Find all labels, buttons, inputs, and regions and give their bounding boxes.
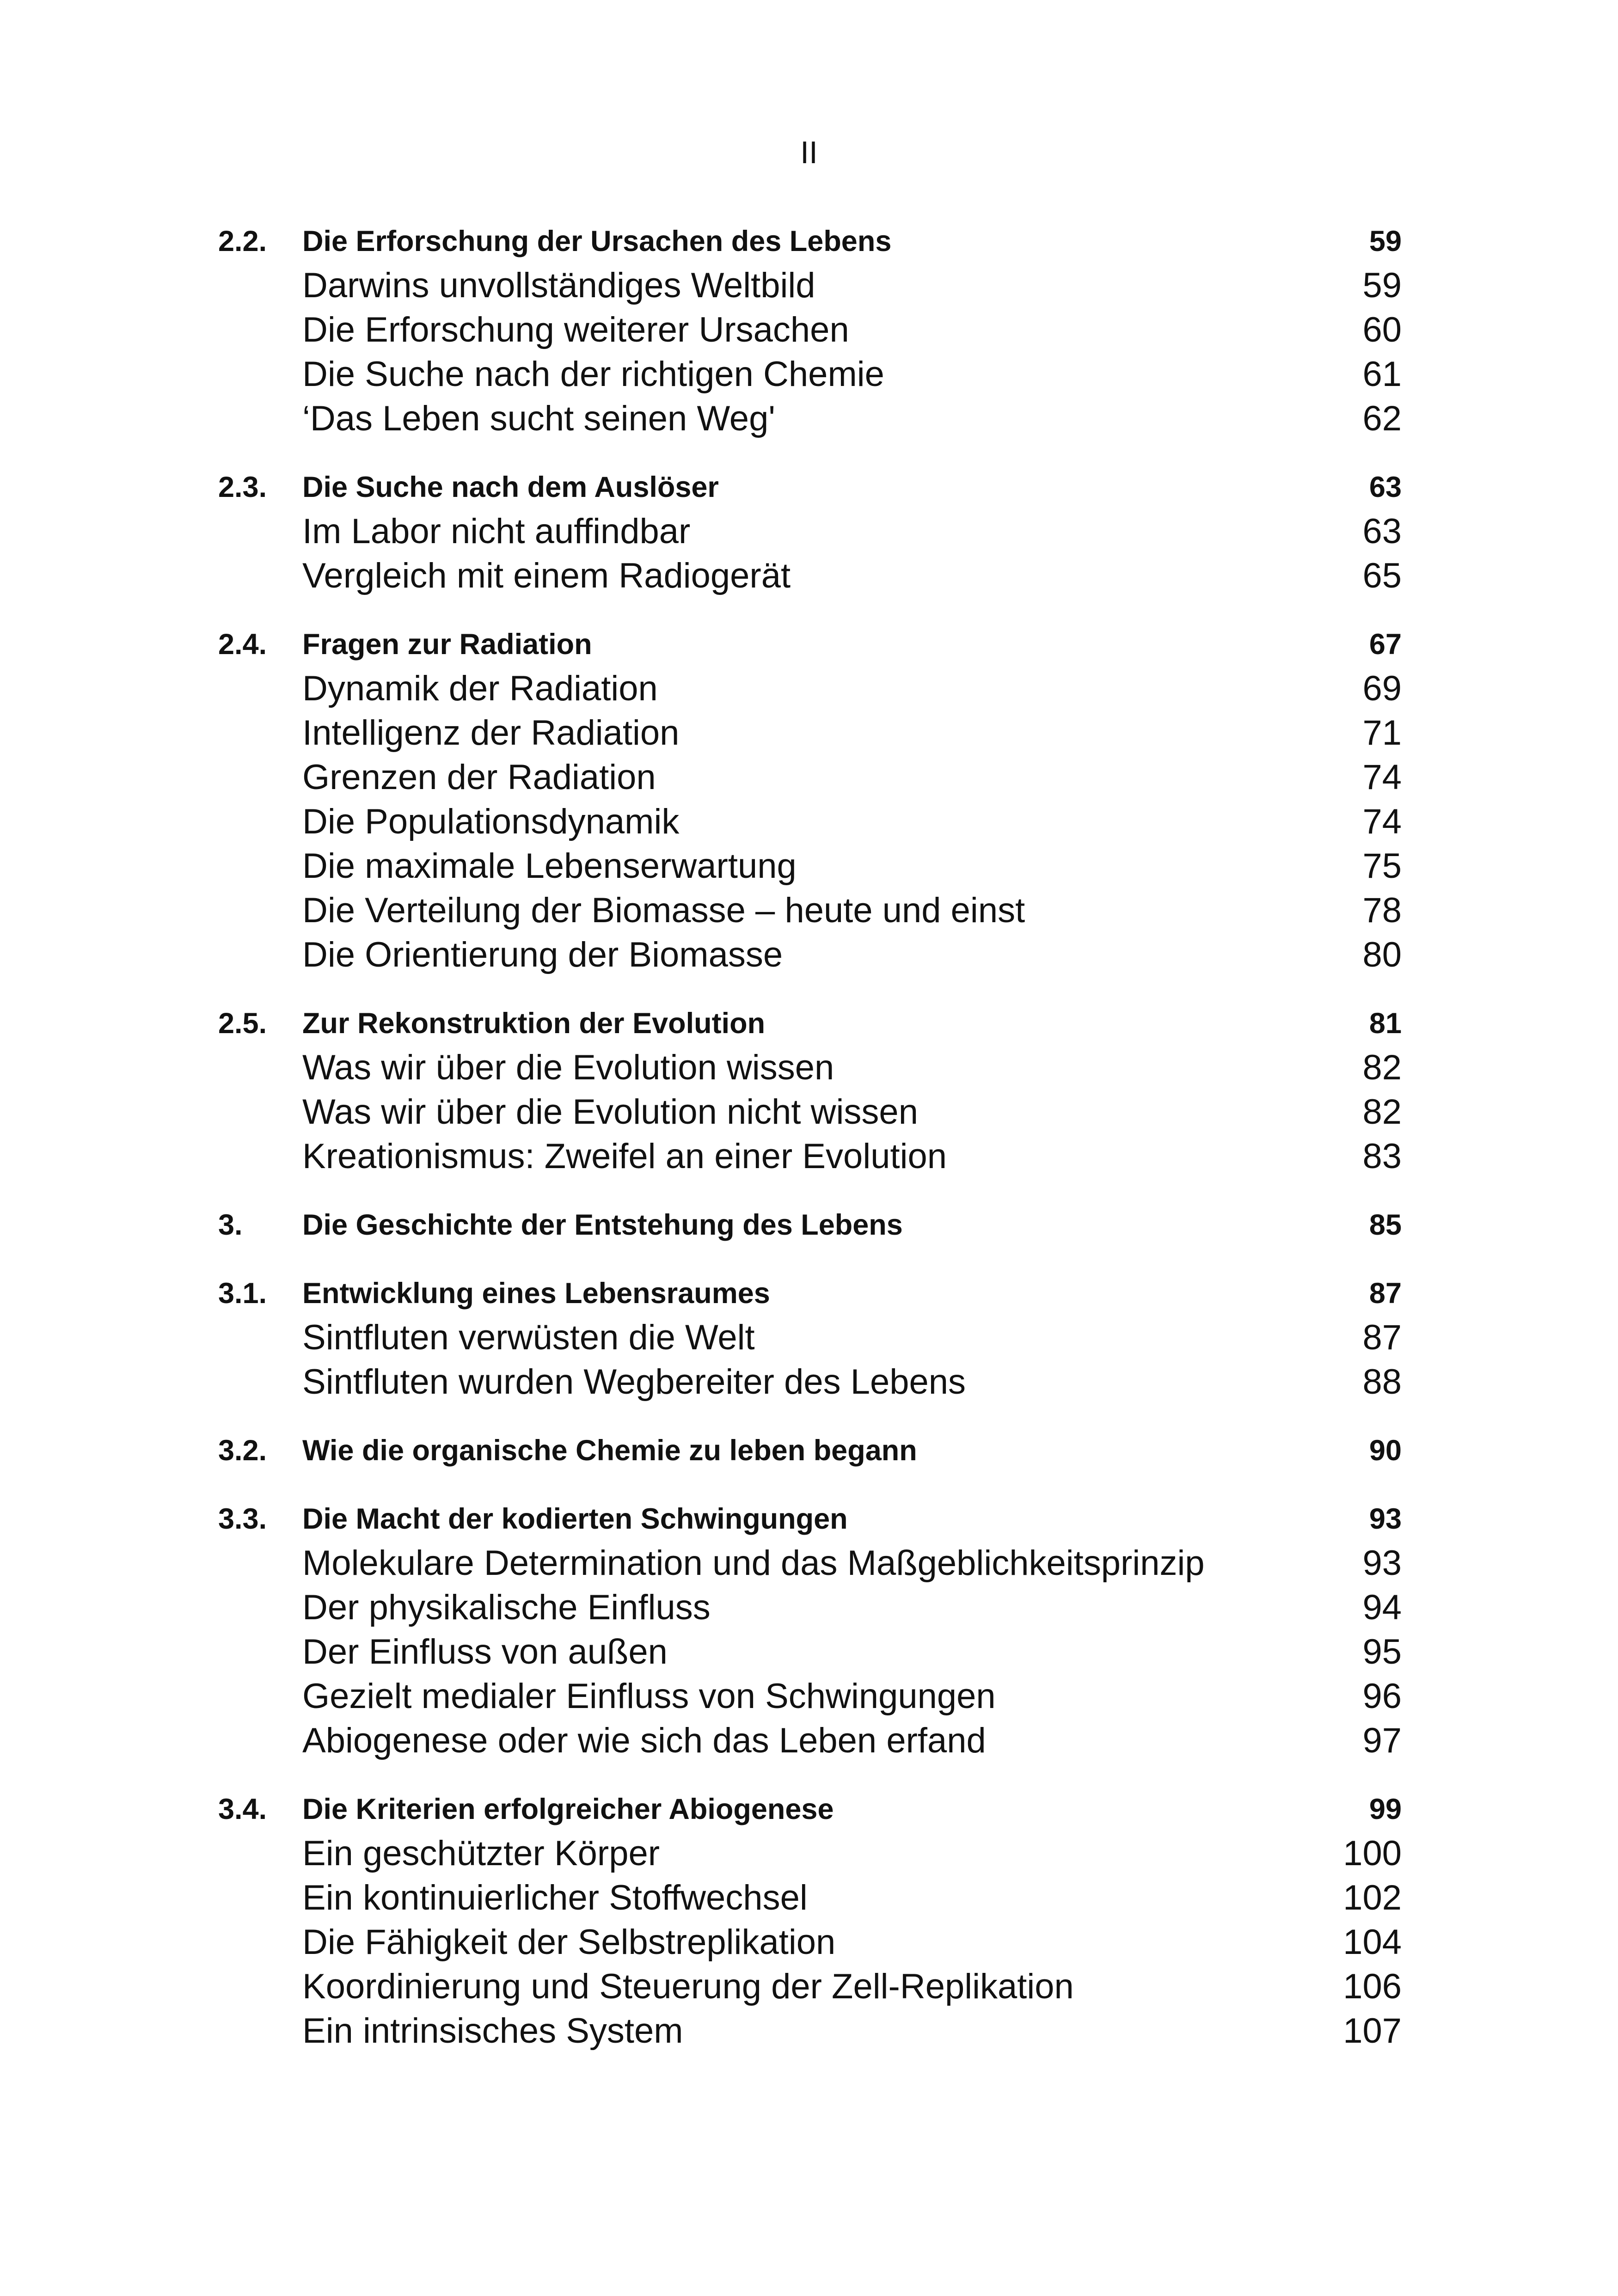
entry-page-number: 95: [1362, 1632, 1402, 1671]
toc-section: [218, 465, 1402, 598]
toc-section: [218, 1428, 1402, 1473]
toc-section-heading[interactable]: [218, 1271, 1402, 1316]
toc-section: [218, 1497, 1402, 1763]
toc-entry[interactable]: [218, 509, 1402, 554]
toc-section-heading[interactable]: [218, 219, 1402, 263]
toc-section: [218, 1271, 1402, 1404]
toc-entry[interactable]: [218, 844, 1402, 888]
entry-title: Was wir über die Evolution wissen: [302, 1048, 834, 1087]
entry-title: ‘Das Leben sucht seinen Weg': [302, 399, 775, 438]
entry-title: Darwins unvollständiges Weltbild: [302, 266, 815, 305]
toc-entry[interactable]: [218, 1831, 1402, 1876]
entry-page-number: 74: [1362, 802, 1402, 841]
section-number: 2.3.: [218, 471, 267, 503]
toc-entry[interactable]: [218, 1541, 1402, 1586]
entry-page-number: 96: [1362, 1677, 1402, 1716]
section-number: 3.: [218, 1209, 243, 1241]
entry-page-number: 74: [1362, 758, 1402, 797]
entry-page-number: 82: [1362, 1092, 1402, 1132]
entry-page-number: 78: [1362, 891, 1402, 930]
section-number: 3.1.: [218, 1277, 267, 1310]
entry-page-number: 107: [1343, 2011, 1402, 2051]
entry-title: Vergleich mit einem Radiogerät: [302, 556, 791, 595]
entry-page-number: 60: [1362, 310, 1402, 349]
entry-page-number: 61: [1362, 355, 1402, 394]
section-number: 2.4.: [218, 628, 267, 661]
section-title: Fragen zur Radiation: [302, 628, 592, 661]
entry-page-number: 88: [1362, 1362, 1402, 1402]
entry-page-number: 59: [1362, 266, 1402, 305]
toc-section-heading[interactable]: [218, 1787, 1402, 1831]
toc-entry[interactable]: [218, 308, 1402, 352]
section-number: 3.3.: [218, 1503, 267, 1535]
toc-entry[interactable]: [218, 1674, 1402, 1719]
entry-title: Grenzen der Radiation: [302, 758, 656, 797]
entry-title: Dynamik der Radiation: [302, 669, 658, 708]
entry-page-number: 97: [1362, 1721, 1402, 1760]
section-page-number: 87: [1369, 1277, 1402, 1310]
entry-page-number: 69: [1362, 669, 1402, 708]
toc-entry[interactable]: [218, 1630, 1402, 1674]
entry-title: Der Einfluss von außen: [302, 1632, 668, 1671]
entry-title: Die Fähigkeit der Selbstreplikation: [302, 1923, 836, 1962]
entry-title: Intelligenz der Radiation: [302, 713, 680, 753]
toc-entry[interactable]: [218, 711, 1402, 755]
entry-page-number: 75: [1362, 846, 1402, 886]
section-title: Die Kriterien erfolgreicher Abiogenese: [302, 1793, 834, 1825]
section-title: Die Erforschung der Ursachen des Lebens: [302, 225, 892, 257]
entry-title: Ein geschützter Körper: [302, 1834, 660, 1873]
section-page-number: 93: [1369, 1503, 1402, 1535]
entry-page-number: 80: [1362, 935, 1402, 974]
entry-title: Koordinierung und Steuerung der Zell-Replikation: [302, 1967, 1074, 2006]
entry-title: Molekulare Determination und das Maßgeblichkeitsprinzip: [302, 1543, 1205, 1583]
entry-page-number: 71: [1362, 713, 1402, 753]
entry-page-number: 65: [1362, 556, 1402, 595]
toc-entry[interactable]: [218, 1134, 1402, 1179]
section-page-number: 59: [1369, 225, 1402, 257]
entry-title: Sintfluten verwüsten die Welt: [302, 1318, 755, 1357]
section-page-number: 85: [1369, 1209, 1402, 1241]
toc-section-heading[interactable]: [218, 622, 1402, 667]
entry-title: Die Populationsdynamik: [302, 802, 680, 841]
entry-page-number: 87: [1362, 1318, 1402, 1357]
table-of-contents: [218, 219, 1402, 2077]
toc-section-heading[interactable]: [218, 465, 1402, 509]
toc-entry[interactable]: [218, 933, 1402, 977]
entry-title: Der physikalische Einfluss: [302, 1588, 711, 1627]
toc-entry[interactable]: [218, 1965, 1402, 2009]
section-title: Die Geschichte der Entstehung des Lebens: [302, 1209, 903, 1241]
toc-entry[interactable]: [218, 1316, 1402, 1360]
entry-title: Die Orientierung der Biomasse: [302, 935, 783, 974]
toc-entry[interactable]: [218, 800, 1402, 844]
entry-title: Abiogenese oder wie sich das Leben erfand: [302, 1721, 986, 1760]
section-title: Die Macht der kodierten Schwingungen: [302, 1503, 848, 1535]
entry-title: Ein intrinsisches System: [302, 2011, 683, 2051]
section-page-number: 63: [1369, 471, 1402, 503]
entry-title: Kreationismus: Zweifel an einer Evolution: [302, 1137, 947, 1176]
toc-section: [218, 1203, 1402, 1247]
entry-title: Sintfluten wurden Wegbereiter des Lebens: [302, 1362, 966, 1402]
toc-entry[interactable]: [218, 888, 1402, 933]
toc-entry[interactable]: [218, 1920, 1402, 1965]
entry-page-number: 94: [1362, 1588, 1402, 1627]
entry-title: Die Erforschung weiterer Ursachen: [302, 310, 849, 349]
toc-section-heading[interactable]: [218, 1203, 1402, 1247]
section-title: Wie die organische Chemie zu leben begann: [302, 1434, 917, 1467]
entry-page-number: 93: [1362, 1543, 1402, 1583]
toc-section: [218, 1787, 1402, 2053]
section-title: Entwicklung eines Lebensraumes: [302, 1277, 770, 1310]
toc-entry[interactable]: [218, 1046, 1402, 1090]
entry-title: Die maximale Lebenserwartung: [302, 846, 797, 886]
entry-title: Im Labor nicht auffindbar: [302, 512, 691, 551]
toc-entry[interactable]: [218, 667, 1402, 711]
section-number: 3.2.: [218, 1434, 267, 1467]
section-page-number: 99: [1369, 1793, 1402, 1825]
section-number: 3.4.: [218, 1793, 267, 1825]
entry-title: Ein kontinuierlicher Stoffwechsel: [302, 1878, 808, 1917]
toc-entry[interactable]: [218, 1586, 1402, 1630]
entry-page-number: 62: [1362, 399, 1402, 438]
entry-title: Die Suche nach der richtigen Chemie: [302, 355, 884, 394]
toc-section: [218, 622, 1402, 977]
section-page-number: 81: [1369, 1007, 1402, 1040]
toc-entry[interactable]: [218, 397, 1402, 441]
section-page-number: 90: [1369, 1434, 1402, 1467]
toc-section-heading[interactable]: [218, 1497, 1402, 1541]
section-page-number: 67: [1369, 628, 1402, 661]
toc-section-heading[interactable]: [218, 1428, 1402, 1473]
entry-page-number: 63: [1362, 512, 1402, 551]
entry-title: Die Verteilung der Biomasse – heute und einst: [302, 891, 1025, 930]
entry-title: Gezielt medialer Einfluss von Schwingungen: [302, 1677, 996, 1716]
entry-page-number: 82: [1362, 1048, 1402, 1087]
toc-entry[interactable]: [218, 1360, 1402, 1404]
section-title: Zur Rekonstruktion der Evolution: [302, 1007, 766, 1040]
section-number: 2.5.: [218, 1007, 267, 1040]
entry-title: Was wir über die Evolution nicht wissen: [302, 1092, 918, 1132]
toc-entry[interactable]: [218, 554, 1402, 598]
toc-entry[interactable]: [218, 1090, 1402, 1134]
toc-entry[interactable]: [218, 1719, 1402, 1763]
entry-page-number: 100: [1343, 1834, 1402, 1873]
entry-page-number: 102: [1343, 1878, 1402, 1917]
entry-page-number: 83: [1362, 1137, 1402, 1176]
toc-entry[interactable]: [218, 1876, 1402, 1920]
toc-entry[interactable]: [218, 263, 1402, 308]
section-number: 2.2.: [218, 225, 267, 257]
toc-section-heading[interactable]: [218, 1001, 1402, 1046]
toc-entry[interactable]: [218, 2009, 1402, 2053]
toc-entry[interactable]: [218, 755, 1402, 800]
page-number: II: [800, 135, 818, 170]
section-title: Die Suche nach dem Auslöser: [302, 471, 719, 503]
toc-section: [218, 1001, 1402, 1179]
entry-page-number: 106: [1343, 1967, 1402, 2006]
toc-entry[interactable]: [218, 352, 1402, 397]
entry-page-number: 104: [1343, 1923, 1402, 1962]
toc-section: [218, 219, 1402, 441]
